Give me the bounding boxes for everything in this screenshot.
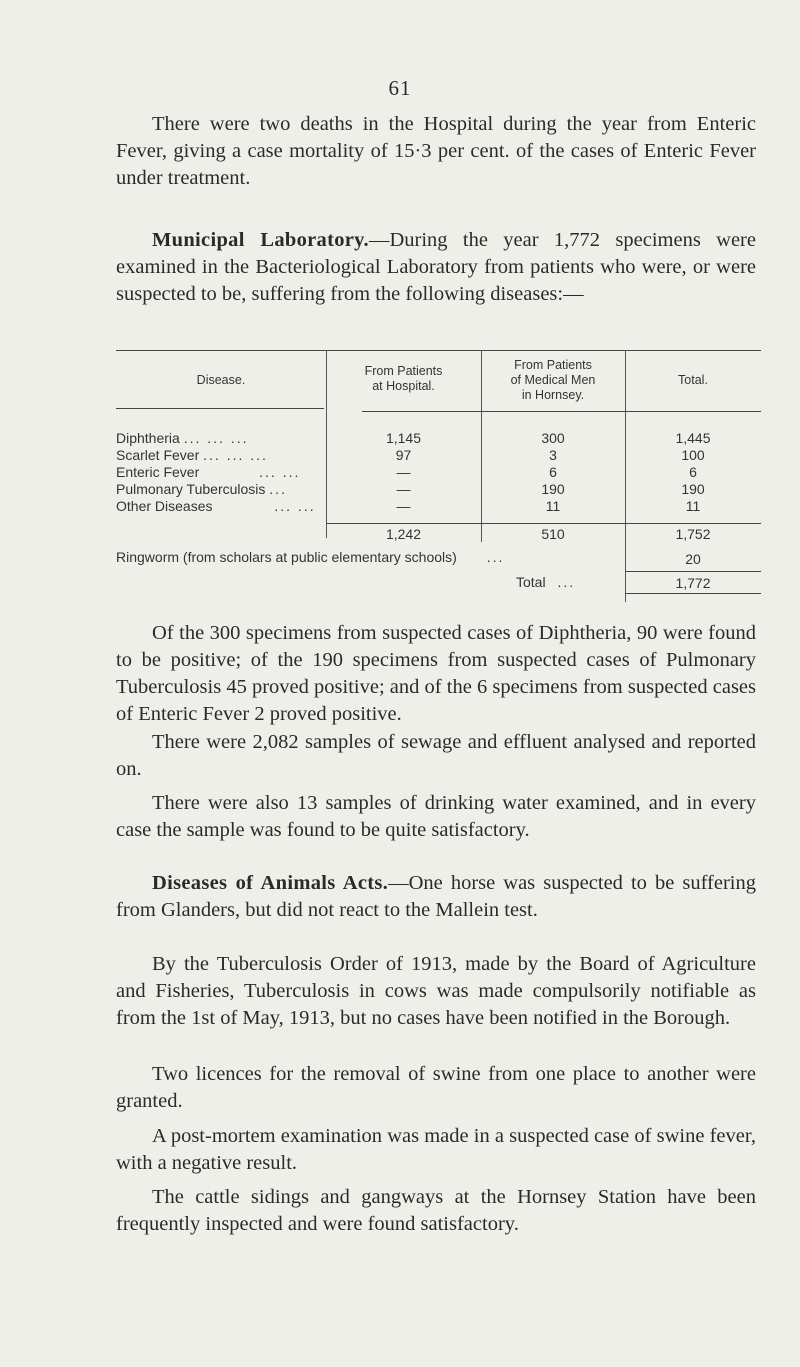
row-disease: Scarlet Fever <box>116 447 200 463</box>
header-total: Total. <box>678 373 708 387</box>
subtotal-rule <box>326 523 761 524</box>
animals-paragraph-3: Two licences for the removal of swine from one place to another were granted. <box>116 1063 756 1112</box>
table-header-rule <box>116 408 324 409</box>
findings-paragraph-1: Of the 300 specimens from suspected cases of Diphtheria, 90 were found to be positive; of the 190 specimens from suspected cases of Pulmonary Tuberculosis 45 proved positive; and of the 6 specimens from suspected cases of Enteric Fever 2 proved positive. <box>116 622 756 725</box>
intro-text: There were two deaths in the Hospital during the year from Enteric Fever, giving a case mortality of 15·3 per cent. of the cases of Enteric Fever under treatment. <box>116 113 756 189</box>
animals-paragraph-1: Diseases of Animals Acts.—One horse was suspected to be suffering from Glanders, but did not react to the Mallein test. <box>116 872 757 921</box>
table-top-rule <box>116 350 761 351</box>
laboratory-text: —During the year 1,772 specimens were examined in the Bacteriological Laboratory from patients who were, or were suspected to be, suffering from the following diseases:— <box>116 229 756 305</box>
laboratory-paragraph <box>116 227 756 308</box>
findings-paragraph-2: There were 2,082 samples of sewage and effluent analysed and reported on. <box>116 731 756 780</box>
table-header-rule-2 <box>362 411 761 412</box>
row-disease: Pulmonary Tuberculosis <box>116 481 266 497</box>
animals-paragraph-5: The cattle sidings and gangways at the Hornsey Station have been frequently inspected and were found satisfactory. <box>116 1186 756 1235</box>
animals-paragraph-2: By the Tuberculosis Order of 1913, made by the Board of Agriculture and Fisheries, Tuberculosis in cows was made compulsorily notifiable as from the 1st of May, 1913, but no cases have been notified in the Borough. <box>116 953 756 1029</box>
ringworm-rule <box>625 571 761 572</box>
specimens-table: Disease. From Patients at Hospital. From Patients of Medical Men in Hornsey. Total. Diphtheria ... ... ... 1,145 300 1,445 Scarlet Fever ... ... ... 97 3 100 Enteric Fever ... ... — 6 6 Pulmonary Tuberculosis ... — 190 190 Other Diseases ... ... — 11 11 1,242 510 1,752 Ringworm (from scholars at public elementary schools) ... 20 Total ... 1,772 <box>116 350 761 610</box>
header-medical: From Patients of Medical Men in Hornsey. <box>510 358 596 402</box>
animals-paragraph-4: A post-mortem examination was made in a suspected case of swine fever, with a negative result. <box>116 1125 756 1174</box>
grand-total-rule <box>625 593 761 594</box>
animals-heading: Diseases of Animals Acts. <box>152 872 389 894</box>
row-disease: Other Diseases <box>116 498 213 514</box>
intro-paragraph <box>116 111 756 192</box>
laboratory-heading: Municipal Laboratory. <box>152 229 369 251</box>
row-disease: Diphtheria <box>116 430 180 446</box>
header-hospital: From Patients at Hospital. <box>364 364 443 393</box>
page-number: 61 <box>388 76 412 100</box>
findings-paragraph-3: There were also 13 samples of drinking water examined, and in every case the sample was found to be quite satisfactory. <box>116 792 756 841</box>
header-disease: Disease. <box>196 373 246 387</box>
row-disease: Enteric Fever <box>116 464 200 480</box>
